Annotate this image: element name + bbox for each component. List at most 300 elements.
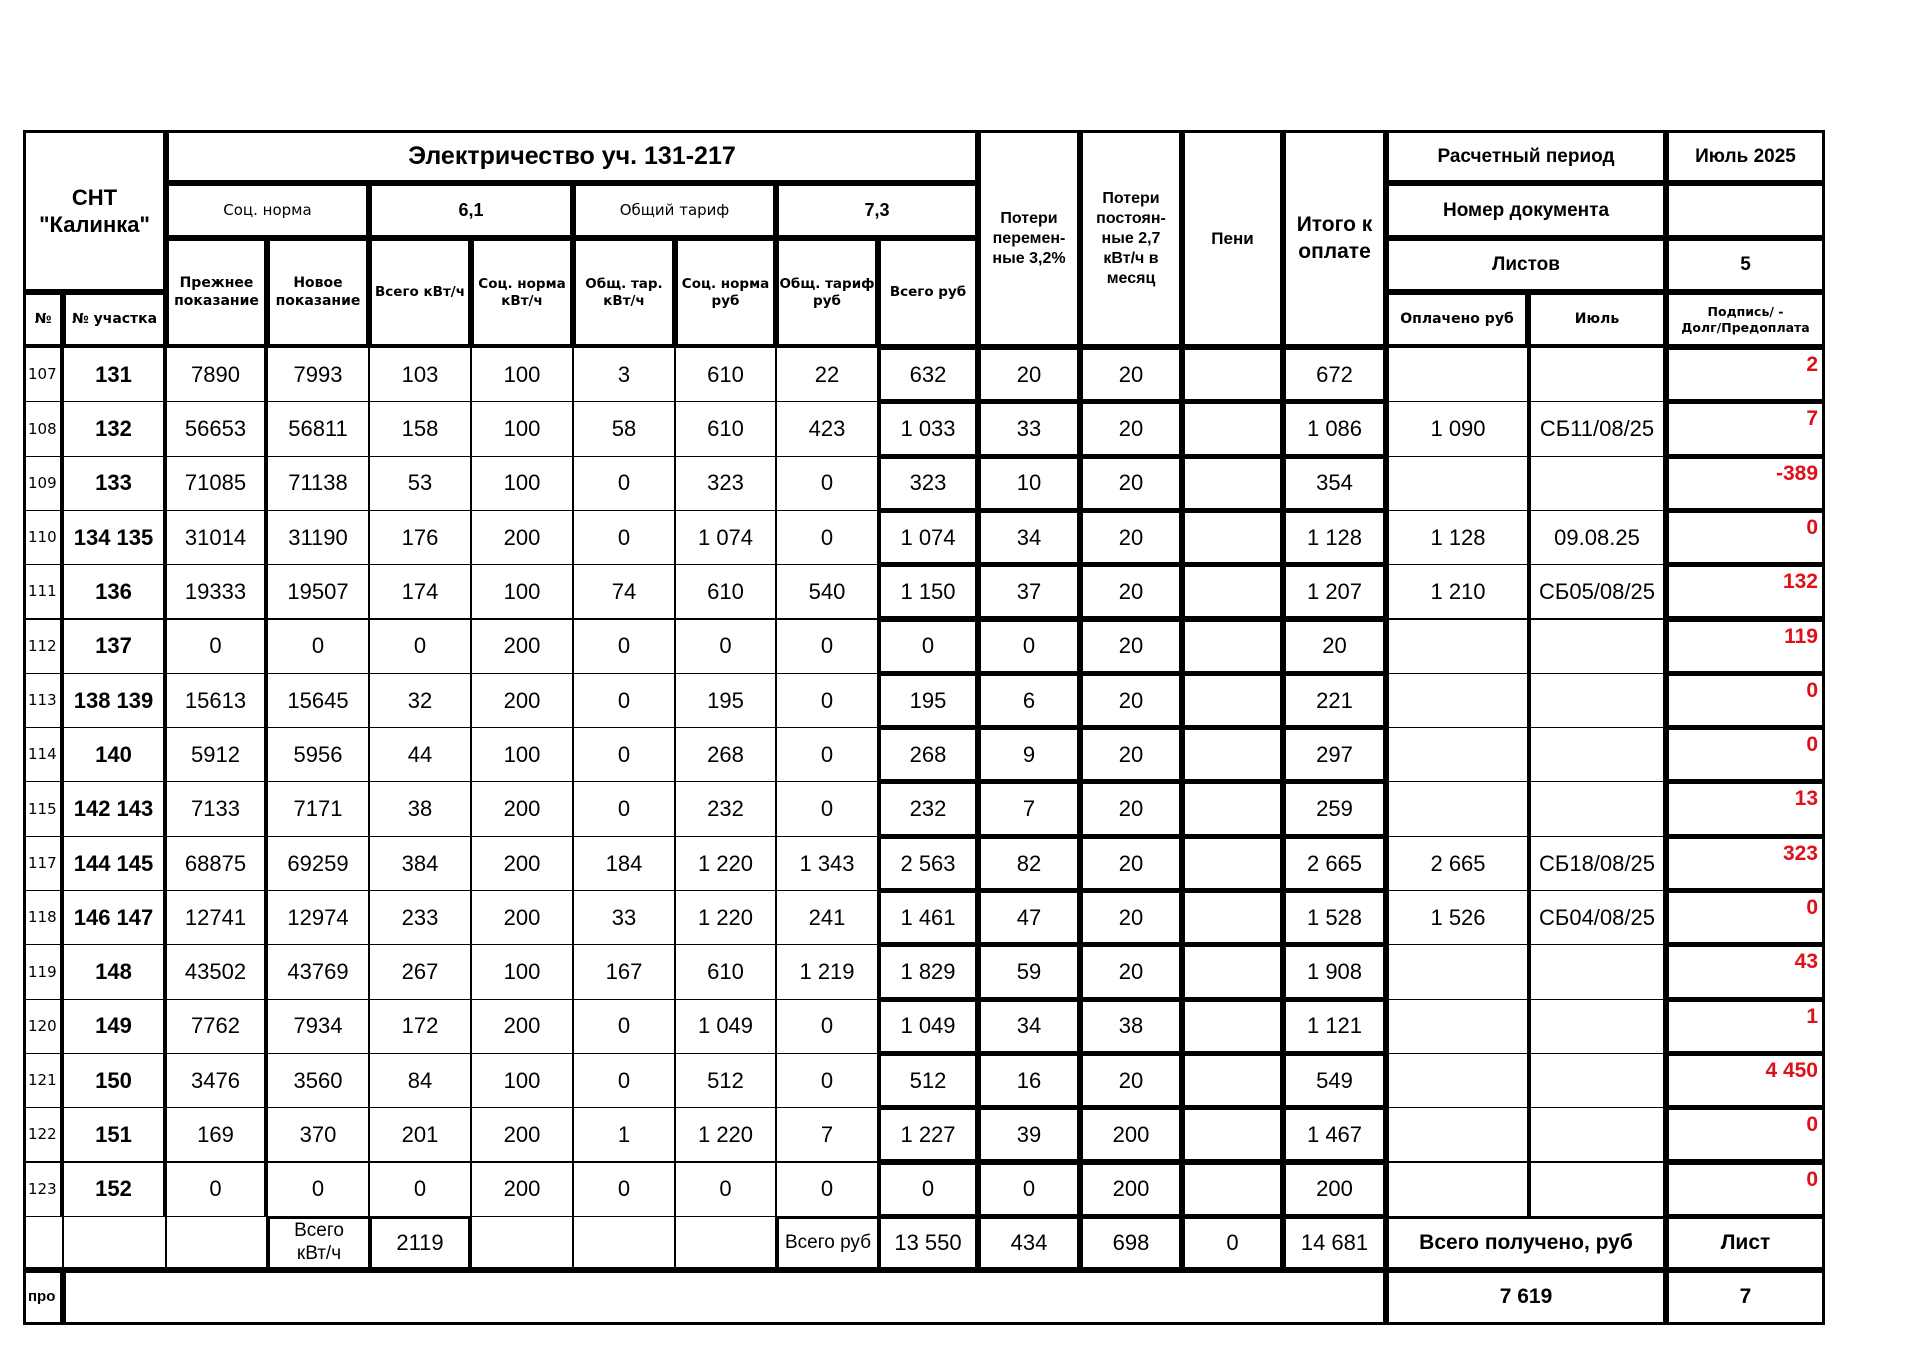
- doc-number-label: Номер документа: [1386, 183, 1666, 238]
- cell-new-reading: 56811: [267, 401, 369, 456]
- cell-new-reading: 370: [267, 1107, 369, 1162]
- col-header-gen-rub: [776, 238, 878, 347]
- col-header-new-l2: показание: [275, 292, 361, 309]
- cell-new-reading: 7171: [267, 781, 369, 836]
- cell-loss-var: 82: [978, 836, 1080, 891]
- col-header-plot: № участка: [63, 292, 166, 347]
- cell-soc-rub: 1 220: [675, 890, 776, 945]
- cell-total-rub: 268: [878, 727, 978, 782]
- cell-month: [1528, 1107, 1666, 1162]
- col-header-gen-kwh: [573, 238, 675, 347]
- cell-total-kwh: 0: [369, 1162, 471, 1217]
- cell-new-reading: 43769: [267, 944, 369, 999]
- cell-paid: [1386, 347, 1528, 402]
- cell-no: 115: [23, 781, 63, 836]
- cell-no: 117: [23, 836, 63, 891]
- cell-total-rub: 2 563: [878, 836, 978, 891]
- cell-new-reading: 7934: [267, 999, 369, 1054]
- total-due-l2: оплате: [1298, 239, 1371, 263]
- cell-total-due: 1 908: [1283, 944, 1386, 999]
- col-header-no: №: [23, 292, 63, 347]
- cell-loss-const: 20: [1080, 456, 1182, 511]
- cell-loss-const: 20: [1080, 944, 1182, 999]
- doc-number-value: [1666, 183, 1825, 238]
- cell-penalty: [1182, 1053, 1283, 1108]
- cell-soc-kwh: 200: [471, 1107, 573, 1162]
- cell-soc-rub: 0: [675, 1162, 776, 1217]
- cell-paid: [1386, 673, 1528, 728]
- cell-penalty: [1182, 781, 1283, 836]
- totals-sheet-label: Лист: [1666, 1216, 1825, 1270]
- cell-new-reading: 3560: [267, 1053, 369, 1108]
- cell-total-due: 221: [1283, 673, 1386, 728]
- cell-new-reading: 69259: [267, 836, 369, 891]
- cell-debt: 0: [1666, 890, 1825, 945]
- cell-no: 109: [23, 456, 63, 511]
- cell-penalty: [1182, 673, 1283, 728]
- cell-total-kwh: 32: [369, 673, 471, 728]
- soc-norm-rate: 6,1: [369, 183, 573, 238]
- cell-loss-const: 20: [1080, 347, 1182, 402]
- cell-penalty: [1182, 890, 1283, 945]
- cell-total-due: 1 086: [1283, 401, 1386, 456]
- period-value: Июль 2025: [1666, 130, 1825, 183]
- cell-total-rub: 1 150: [878, 564, 978, 619]
- cell-new-reading: 12974: [267, 890, 369, 945]
- totals-empty-6: [573, 1216, 675, 1270]
- cell-prev-reading: 71085: [166, 456, 267, 511]
- cell-total-kwh: 103: [369, 347, 471, 402]
- cell-month: [1528, 673, 1666, 728]
- totals-kwh-label-l2: кВт/ч: [296, 1243, 342, 1264]
- cell-month: СБ11/08/25: [1528, 401, 1666, 456]
- cell-debt: 0: [1666, 727, 1825, 782]
- cell-gen-rub: 0: [776, 1053, 878, 1108]
- cell-debt: 13: [1666, 781, 1825, 836]
- cell-plot: 140: [63, 727, 166, 782]
- cell-gen-kwh: 58: [573, 401, 675, 456]
- cell-gen-rub: 0: [776, 727, 878, 782]
- cell-loss-const: 200: [1080, 1107, 1182, 1162]
- cell-total-rub: 1 049: [878, 999, 978, 1054]
- cell-total-due: 297: [1283, 727, 1386, 782]
- cell-gen-rub: 241: [776, 890, 878, 945]
- cell-month: 09.08.25: [1528, 510, 1666, 565]
- cell-paid: 1 128: [1386, 510, 1528, 565]
- cell-gen-rub: 423: [776, 401, 878, 456]
- cell-no: 114: [23, 727, 63, 782]
- cell-new-reading: 5956: [267, 727, 369, 782]
- general-tariff-rate: 7,3: [776, 183, 978, 238]
- cell-penalty: [1182, 619, 1283, 674]
- cell-month: [1528, 619, 1666, 674]
- cell-gen-kwh: 0: [573, 673, 675, 728]
- cell-penalty: [1182, 401, 1283, 456]
- cell-loss-var: 20: [978, 347, 1080, 402]
- col-header-new-l1: Новое: [293, 275, 343, 291]
- cell-total-due: 20: [1283, 619, 1386, 674]
- totals-kwh-label-l1: Всего: [294, 1220, 344, 1242]
- cell-penalty: [1182, 836, 1283, 891]
- loss-const-l3: ные 2,7: [1101, 229, 1161, 247]
- cell-loss-const: 20: [1080, 836, 1182, 891]
- cell-prev-reading: 0: [166, 1162, 267, 1217]
- sign-l2: Долг/Предоплата: [1681, 319, 1810, 335]
- cell-new-reading: 0: [267, 619, 369, 674]
- loss-var-l3: ные 3,2%: [992, 249, 1066, 267]
- cell-loss-var: 33: [978, 401, 1080, 456]
- cell-debt: 7: [1666, 401, 1825, 456]
- cell-prev-reading: 12741: [166, 890, 267, 945]
- col-header-loss-constant: [1080, 130, 1182, 347]
- cell-gen-rub: 1 219: [776, 944, 878, 999]
- cell-total-kwh: 53: [369, 456, 471, 511]
- cell-month: [1528, 727, 1666, 782]
- cell-gen-kwh: 33: [573, 890, 675, 945]
- col-header-gen-kwh-l1: Общ. тар.: [585, 275, 663, 292]
- cell-paid: [1386, 944, 1528, 999]
- cell-total-due: 259: [1283, 781, 1386, 836]
- cell-debt: 119: [1666, 619, 1825, 674]
- cell-plot: 133: [63, 456, 166, 511]
- totals-loss-var: 434: [978, 1216, 1080, 1270]
- cell-plot: 152: [63, 1162, 166, 1217]
- totals-due: 14 681: [1283, 1216, 1386, 1270]
- col-header-prev-l1: Прежнее: [179, 275, 254, 291]
- totals-rub-label: Всего руб: [776, 1216, 878, 1270]
- cell-gen-rub: 0: [776, 510, 878, 565]
- cell-gen-kwh: 184: [573, 836, 675, 891]
- totals-rub: 13 550: [878, 1216, 978, 1270]
- sheets-value: 5: [1666, 238, 1825, 292]
- cell-prev-reading: 56653: [166, 401, 267, 456]
- cell-debt: 4 450: [1666, 1053, 1825, 1108]
- cell-soc-rub: 195: [675, 673, 776, 728]
- cell-soc-rub: 610: [675, 564, 776, 619]
- cell-prev-reading: 3476: [166, 1053, 267, 1108]
- cell-debt: 2: [1666, 347, 1825, 402]
- cell-total-rub: 0: [878, 619, 978, 674]
- cell-total-rub: 323: [878, 456, 978, 511]
- cell-soc-rub: 268: [675, 727, 776, 782]
- cell-gen-kwh: 3: [573, 347, 675, 402]
- cell-no: 123: [23, 1162, 63, 1217]
- cell-soc-rub: 512: [675, 1053, 776, 1108]
- cell-prev-reading: 68875: [166, 836, 267, 891]
- cell-total-kwh: 84: [369, 1053, 471, 1108]
- totals-empty-7: [675, 1216, 776, 1270]
- period-label: Расчетный период: [1386, 130, 1666, 183]
- cell-soc-rub: 610: [675, 347, 776, 402]
- cell-total-rub: 195: [878, 673, 978, 728]
- cell-total-due: 672: [1283, 347, 1386, 402]
- org-name: [23, 130, 166, 292]
- cell-plot: 142 143: [63, 781, 166, 836]
- cell-paid: [1386, 456, 1528, 511]
- col-header-total-rub: Всего руб: [878, 238, 978, 347]
- cell-plot: 150: [63, 1053, 166, 1108]
- cell-new-reading: 31190: [267, 510, 369, 565]
- cell-gen-rub: 0: [776, 673, 878, 728]
- cell-month: СБ05/08/25: [1528, 564, 1666, 619]
- cell-gen-kwh: 0: [573, 1053, 675, 1108]
- cell-no: 108: [23, 401, 63, 456]
- col-header-soc-kwh-l1: Соц. норма: [478, 275, 566, 292]
- cell-loss-var: 39: [978, 1107, 1080, 1162]
- cell-loss-var: 16: [978, 1053, 1080, 1108]
- cell-debt: 323: [1666, 836, 1825, 891]
- cell-total-rub: 1 074: [878, 510, 978, 565]
- cell-total-kwh: 174: [369, 564, 471, 619]
- cell-total-kwh: 176: [369, 510, 471, 565]
- cell-soc-rub: 1 074: [675, 510, 776, 565]
- cell-soc-kwh: 100: [471, 727, 573, 782]
- cell-total-due: 549: [1283, 1053, 1386, 1108]
- col-header-gen-kwh-l2: кВт/ч: [603, 292, 645, 309]
- org-line-1: СНТ: [71, 184, 118, 210]
- cell-soc-rub: 1 220: [675, 1107, 776, 1162]
- cell-no: 119: [23, 944, 63, 999]
- cell-prev-reading: 31014: [166, 510, 267, 565]
- cell-loss-var: 0: [978, 619, 1080, 674]
- cell-total-rub: 0: [878, 1162, 978, 1217]
- cell-total-rub: 1 461: [878, 890, 978, 945]
- cell-loss-var: 9: [978, 727, 1080, 782]
- cell-no: 113: [23, 673, 63, 728]
- totals-empty-no: [23, 1216, 63, 1270]
- col-header-soc-rub-l2: руб: [711, 292, 740, 309]
- cell-paid: [1386, 1053, 1528, 1108]
- cell-loss-const: 20: [1080, 564, 1182, 619]
- cell-prev-reading: 5912: [166, 727, 267, 782]
- totals-empty-5: [471, 1216, 573, 1270]
- cell-gen-kwh: 167: [573, 944, 675, 999]
- cell-soc-kwh: 100: [471, 456, 573, 511]
- cell-loss-var: 47: [978, 890, 1080, 945]
- cell-soc-kwh: 200: [471, 619, 573, 674]
- soc-norm-label: Соц. норма: [166, 183, 369, 238]
- cell-soc-kwh: 200: [471, 890, 573, 945]
- cell-plot: 137: [63, 619, 166, 674]
- cell-paid: [1386, 727, 1528, 782]
- loss-var-l1: Потери: [1000, 209, 1058, 227]
- cell-new-reading: 19507: [267, 564, 369, 619]
- cell-no: 120: [23, 999, 63, 1054]
- cell-gen-kwh: 0: [573, 1162, 675, 1217]
- cell-prev-reading: 43502: [166, 944, 267, 999]
- cell-total-due: 200: [1283, 1162, 1386, 1217]
- cell-total-rub: 632: [878, 347, 978, 402]
- cell-soc-kwh: 200: [471, 836, 573, 891]
- cell-debt: -389: [1666, 456, 1825, 511]
- loss-var-l2: перемен-: [992, 229, 1066, 247]
- cell-soc-kwh: 100: [471, 1053, 573, 1108]
- cell-total-kwh: 158: [369, 401, 471, 456]
- cell-month: [1528, 456, 1666, 511]
- cell-total-due: 1 121: [1283, 999, 1386, 1054]
- cell-total-kwh: 44: [369, 727, 471, 782]
- loss-const-l2: постоян-: [1096, 209, 1166, 227]
- col-header-new-reading: [267, 238, 369, 347]
- cell-total-due: 2 665: [1283, 836, 1386, 891]
- cell-paid: 1 526: [1386, 890, 1528, 945]
- cell-loss-const: 20: [1080, 510, 1182, 565]
- general-tariff-label: Общий тариф: [573, 183, 776, 238]
- totals-kwh: 2119: [369, 1216, 471, 1270]
- cell-soc-rub: 1 049: [675, 999, 776, 1054]
- col-header-soc-rub: [675, 238, 776, 347]
- total-due-l1: Итого к: [1296, 213, 1373, 237]
- cell-gen-rub: 22: [776, 347, 878, 402]
- col-header-total-due: [1283, 130, 1386, 347]
- cell-gen-kwh: 0: [573, 781, 675, 836]
- loss-const-l4: кВт/ч в: [1103, 249, 1159, 267]
- cell-loss-const: 20: [1080, 1053, 1182, 1108]
- cell-total-rub: 1 227: [878, 1107, 978, 1162]
- cell-gen-kwh: 0: [573, 999, 675, 1054]
- cell-month: [1528, 999, 1666, 1054]
- cell-plot: 138 139: [63, 673, 166, 728]
- cell-plot: 144 145: [63, 836, 166, 891]
- col-header-soc-kwh-l2: кВт/ч: [501, 292, 543, 309]
- cell-soc-kwh: 200: [471, 673, 573, 728]
- cell-soc-rub: 610: [675, 944, 776, 999]
- cell-new-reading: 15645: [267, 673, 369, 728]
- cell-plot: 134 135: [63, 510, 166, 565]
- cell-gen-rub: 0: [776, 456, 878, 511]
- cell-plot: 151: [63, 1107, 166, 1162]
- cell-penalty: [1182, 456, 1283, 511]
- cell-debt: 1: [1666, 999, 1825, 1054]
- cell-no: 107: [23, 347, 63, 402]
- cell-total-kwh: 233: [369, 890, 471, 945]
- cell-debt: 43: [1666, 944, 1825, 999]
- totals-loss-const: 698: [1080, 1216, 1182, 1270]
- cell-loss-var: 0: [978, 1162, 1080, 1217]
- cell-plot: 148: [63, 944, 166, 999]
- totals-received-value: 7 619: [1386, 1270, 1666, 1325]
- cell-prev-reading: 0: [166, 619, 267, 674]
- cell-loss-var: 59: [978, 944, 1080, 999]
- cell-month: [1528, 347, 1666, 402]
- cell-gen-kwh: 0: [573, 619, 675, 674]
- cell-total-kwh: 0: [369, 619, 471, 674]
- cell-total-kwh: 172: [369, 999, 471, 1054]
- col-header-penalty: Пени: [1182, 130, 1283, 347]
- totals-kwh-label: [267, 1216, 369, 1270]
- cell-penalty: [1182, 1107, 1283, 1162]
- cell-debt: 0: [1666, 510, 1825, 565]
- cell-debt: 0: [1666, 1107, 1825, 1162]
- cell-month: СБ18/08/25: [1528, 836, 1666, 891]
- cell-total-kwh: 38: [369, 781, 471, 836]
- cell-loss-const: 20: [1080, 619, 1182, 674]
- cell-soc-rub: 0: [675, 619, 776, 674]
- cell-total-due: 1 467: [1283, 1107, 1386, 1162]
- totals-empty-prev: [166, 1216, 267, 1270]
- cell-debt: 0: [1666, 1162, 1825, 1217]
- cell-soc-rub: 1 220: [675, 836, 776, 891]
- cell-soc-rub: 610: [675, 401, 776, 456]
- loss-const-l5: месяц: [1106, 269, 1156, 287]
- cell-debt: 132: [1666, 564, 1825, 619]
- cell-gen-kwh: 1: [573, 1107, 675, 1162]
- cell-gen-rub: 0: [776, 1162, 878, 1217]
- cell-gen-rub: 7: [776, 1107, 878, 1162]
- cell-paid: [1386, 781, 1528, 836]
- cell-total-due: 354: [1283, 456, 1386, 511]
- loss-const-l1: Потери: [1102, 189, 1160, 207]
- cell-loss-const: 20: [1080, 781, 1182, 836]
- sheets-label: Листов: [1386, 238, 1666, 292]
- cell-month: [1528, 1053, 1666, 1108]
- cell-total-rub: 1 829: [878, 944, 978, 999]
- col-header-soc-kwh: [471, 238, 573, 347]
- cell-no: 112: [23, 619, 63, 674]
- totals-received-label: Всего получено, руб: [1386, 1216, 1666, 1270]
- cell-plot: 131: [63, 347, 166, 402]
- cell-plot: 136: [63, 564, 166, 619]
- cell-paid: [1386, 619, 1528, 674]
- cell-soc-kwh: 100: [471, 401, 573, 456]
- cell-paid: 2 665: [1386, 836, 1528, 891]
- cell-loss-const: 20: [1080, 727, 1182, 782]
- cell-gen-rub: 540: [776, 564, 878, 619]
- cell-prev-reading: 7890: [166, 347, 267, 402]
- cell-gen-kwh: 0: [573, 727, 675, 782]
- cell-month: [1528, 781, 1666, 836]
- cell-soc-kwh: 100: [471, 564, 573, 619]
- cell-soc-rub: 323: [675, 456, 776, 511]
- org-line-2: "Калинка": [39, 212, 150, 237]
- cell-gen-kwh: 0: [573, 510, 675, 565]
- cell-loss-var: 10: [978, 456, 1080, 511]
- cell-no: 111: [23, 564, 63, 619]
- cell-loss-const: 20: [1080, 673, 1182, 728]
- cell-paid: [1386, 999, 1528, 1054]
- cell-soc-kwh: 200: [471, 510, 573, 565]
- sheet-title: Электричество уч. 131-217: [166, 130, 978, 183]
- cell-gen-kwh: 74: [573, 564, 675, 619]
- cell-gen-rub: 0: [776, 999, 878, 1054]
- col-header-gen-rub-l2: руб: [813, 292, 841, 309]
- cell-no: 110: [23, 510, 63, 565]
- cell-month: [1528, 1162, 1666, 1217]
- cell-paid: [1386, 1162, 1528, 1217]
- cell-total-due: 1 528: [1283, 890, 1386, 945]
- footer-truncated-label: про: [23, 1270, 63, 1325]
- cell-gen-rub: 1 343: [776, 836, 878, 891]
- cell-prev-reading: 7133: [166, 781, 267, 836]
- cell-new-reading: 0: [267, 1162, 369, 1217]
- cell-total-kwh: 201: [369, 1107, 471, 1162]
- cell-loss-var: 37: [978, 564, 1080, 619]
- cell-plot: 132: [63, 401, 166, 456]
- cell-no: 122: [23, 1107, 63, 1162]
- cell-soc-kwh: 200: [471, 999, 573, 1054]
- cell-new-reading: 7993: [267, 347, 369, 402]
- cell-new-reading: 71138: [267, 456, 369, 511]
- cell-penalty: [1182, 999, 1283, 1054]
- col-header-gen-rub-l1: Общ. тариф: [779, 275, 875, 292]
- cell-soc-kwh: 100: [471, 944, 573, 999]
- cell-paid: [1386, 1107, 1528, 1162]
- cell-penalty: [1182, 347, 1283, 402]
- cell-gen-rub: 0: [776, 781, 878, 836]
- col-header-month: Июль: [1528, 292, 1666, 347]
- cell-loss-var: 6: [978, 673, 1080, 728]
- cell-gen-kwh: 0: [573, 456, 675, 511]
